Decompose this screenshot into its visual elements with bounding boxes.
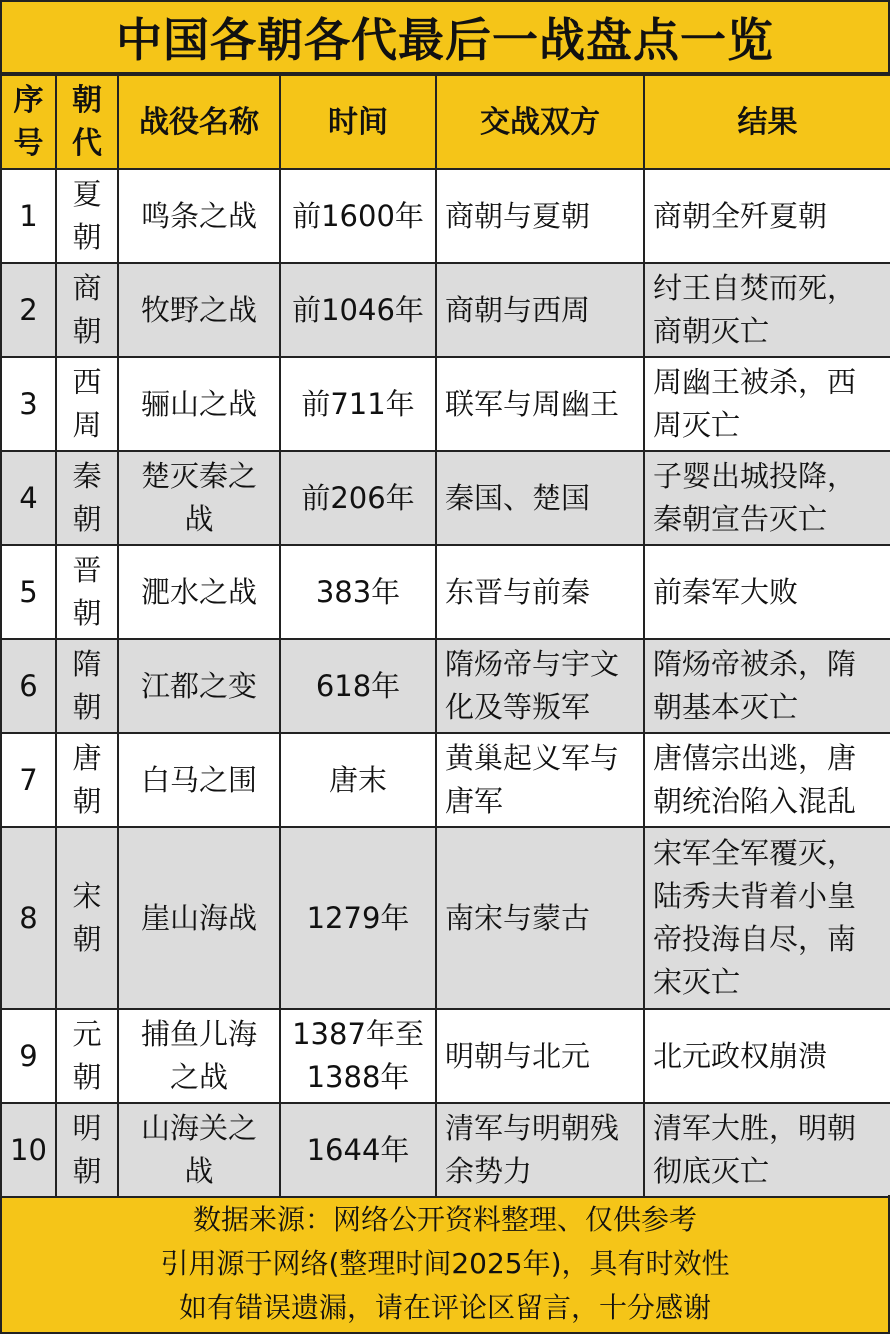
row-battle: 白马之围	[118, 733, 280, 827]
row-result: 子婴出城投降，秦朝宣告灭亡	[644, 451, 890, 545]
row-time: 前711年	[280, 357, 436, 451]
row-sides: 商朝与夏朝	[436, 169, 644, 263]
table-row	[1, 639, 890, 733]
footer-feedback: 如有错误遗漏，请在评论区留言，十分感谢	[178, 1290, 711, 1324]
row-no: 9	[1, 1009, 56, 1103]
row-time: 1644年	[280, 1103, 436, 1197]
row-sides: 商朝与西周	[436, 263, 644, 357]
row-result: 唐僖宗出逃，唐朝统治陷入混乱	[644, 733, 890, 827]
row-result: 纣王自焚而死，商朝灭亡	[644, 263, 890, 357]
row-battle: 鸣条之战	[118, 169, 280, 263]
table-row	[1, 451, 890, 545]
row-result: 隋炀帝被杀，隋朝基本灭亡	[644, 639, 890, 733]
row-battle: 江都之变	[118, 639, 280, 733]
row-battle: 崖山海战	[118, 827, 280, 1009]
row-result: 北元政权崩溃	[644, 1009, 890, 1103]
row-result: 宋军全军覆灭，陆秀夫背着小皇帝投海自尽，南宋灭亡	[644, 827, 890, 1009]
row-dynasty: 宋朝	[56, 827, 118, 1009]
row-sides: 隋炀帝与宇文化及等叛军	[436, 639, 644, 733]
footer-source: 数据来源：网络公开资料整理、仅供参考	[192, 1202, 697, 1236]
row-time: 前1600年	[280, 169, 436, 263]
table-header-row	[1, 75, 890, 169]
table-row	[1, 545, 890, 639]
row-no: 7	[1, 733, 56, 827]
row-result: 前秦军大败	[644, 545, 890, 639]
row-time: 618年	[280, 639, 436, 733]
row-result: 商朝全歼夏朝	[644, 169, 890, 263]
row-dynasty: 明朝	[56, 1103, 118, 1197]
row-time: 1387年至1388年	[280, 1009, 436, 1103]
row-dynasty: 秦朝	[56, 451, 118, 545]
row-time: 1279年	[280, 827, 436, 1009]
row-sides: 明朝与北元	[436, 1009, 644, 1103]
row-battle: 捕鱼儿海之战	[118, 1009, 280, 1103]
row-no: 10	[1, 1103, 56, 1197]
row-dynasty: 唐朝	[56, 733, 118, 827]
row-battle: 淝水之战	[118, 545, 280, 639]
row-no: 3	[1, 357, 56, 451]
row-dynasty: 晋朝	[56, 545, 118, 639]
row-sides: 秦国、楚国	[436, 451, 644, 545]
table-row	[1, 357, 890, 451]
row-battle: 楚灭秦之战	[118, 451, 280, 545]
table-row	[1, 1009, 890, 1103]
table-row	[1, 263, 890, 357]
row-result: 清军大胜，明朝彻底灭亡	[644, 1103, 890, 1197]
row-dynasty: 西周	[56, 357, 118, 451]
header-no: 序号	[1, 75, 56, 169]
row-sides: 黄巢起义军与唐军	[436, 733, 644, 827]
table-row	[1, 1103, 890, 1197]
row-no: 8	[1, 827, 56, 1009]
page-title: 中国各朝各代最后一战盘点一览	[0, 0, 890, 74]
row-no: 5	[1, 545, 56, 639]
row-sides: 南宋与蒙古	[436, 827, 644, 1009]
row-result: 周幽王被杀，西周灭亡	[644, 357, 890, 451]
dynasty-battle-table	[0, 74, 890, 1198]
row-time: 唐末	[280, 733, 436, 827]
table-row	[1, 733, 890, 827]
row-battle: 山海关之战	[118, 1103, 280, 1197]
row-dynasty: 元朝	[56, 1009, 118, 1103]
footer-note	[0, 1195, 890, 1334]
row-no: 1	[1, 169, 56, 263]
row-dynasty: 隋朝	[56, 639, 118, 733]
row-dynasty: 商朝	[56, 263, 118, 357]
row-no: 6	[1, 639, 56, 733]
header-time: 时间	[280, 75, 436, 169]
row-battle: 牧野之战	[118, 263, 280, 357]
row-sides: 清军与明朝残余势力	[436, 1103, 644, 1197]
footer-timeliness: 引用源于网络(整理时间2025年)，具有时效性	[160, 1246, 730, 1280]
row-no: 4	[1, 451, 56, 545]
row-time: 前206年	[280, 451, 436, 545]
row-time: 383年	[280, 545, 436, 639]
row-no: 2	[1, 263, 56, 357]
table-row	[1, 169, 890, 263]
row-time: 前1046年	[280, 263, 436, 357]
header-result: 结果	[644, 75, 890, 169]
row-sides: 东晋与前秦	[436, 545, 644, 639]
header-sides: 交战双方	[436, 75, 644, 169]
row-dynasty: 夏朝	[56, 169, 118, 263]
header-dynasty: 朝代	[56, 75, 118, 169]
row-battle: 骊山之战	[118, 357, 280, 451]
header-battle: 战役名称	[118, 75, 280, 169]
table-row	[1, 827, 890, 1009]
row-sides: 联军与周幽王	[436, 357, 644, 451]
